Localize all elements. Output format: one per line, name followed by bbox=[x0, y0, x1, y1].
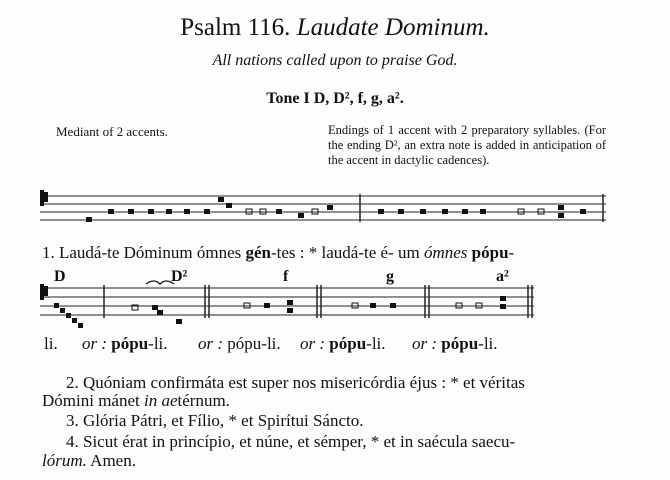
verse-2-line-2: Dómini mánet in aetérnum. bbox=[42, 391, 230, 410]
ending-label-D2: D² bbox=[171, 268, 188, 285]
verse-2-line-1: 2. Quóniam confirmáta est super nos misericórdia éjus : * et véritas bbox=[66, 373, 525, 392]
ending-label-D: D bbox=[54, 268, 66, 285]
neumes-2 bbox=[54, 296, 506, 328]
mediant-note: Mediant of 2 accents. bbox=[56, 124, 168, 139]
verse-3: 3. Glória Pátri, et Fílio, * et Spirítui Sáncto. bbox=[66, 411, 364, 430]
lyric-li: li. bbox=[44, 334, 58, 353]
lyric-line-1: 1. Laudá-te Dóminum ómnes gén-tes : * laudá-te é- um ómnes pópu- bbox=[42, 243, 515, 262]
ending-label-a2: a² bbox=[496, 268, 509, 285]
page-title: Psalm 116. Laudate Dominum. bbox=[180, 14, 490, 41]
staff-1 bbox=[40, 194, 606, 222]
tone-heading: Tone I D, D², f, g, a². bbox=[266, 90, 404, 107]
ending-label-g: g bbox=[386, 268, 394, 285]
neumes-1 bbox=[86, 197, 586, 222]
ending-text-f: or : pópu-li. bbox=[300, 334, 386, 353]
slur-mark bbox=[146, 281, 174, 284]
ending-text-D: or : pópu-li. bbox=[82, 334, 168, 353]
clef-2 bbox=[40, 284, 48, 300]
endings-note: Endings of 1 accent with 2 preparatory syllables. (For the ending D², an extra note is added in anticipation of the accent in dactylic cadences). bbox=[328, 123, 606, 167]
ending-label-f: f bbox=[283, 268, 289, 285]
verse-4-line-1: 4. Sicut érat in princípio, et núne, et sémper, * et in saécula saecu- bbox=[66, 432, 516, 451]
ending-text-D2: or : pópu-li. bbox=[198, 334, 281, 353]
subtitle: All nations called upon to praise God. bbox=[212, 52, 458, 69]
verse-4-line-2: lórum. Amen. bbox=[42, 451, 136, 470]
ending-text-g: or : pópu-li. bbox=[412, 334, 498, 353]
